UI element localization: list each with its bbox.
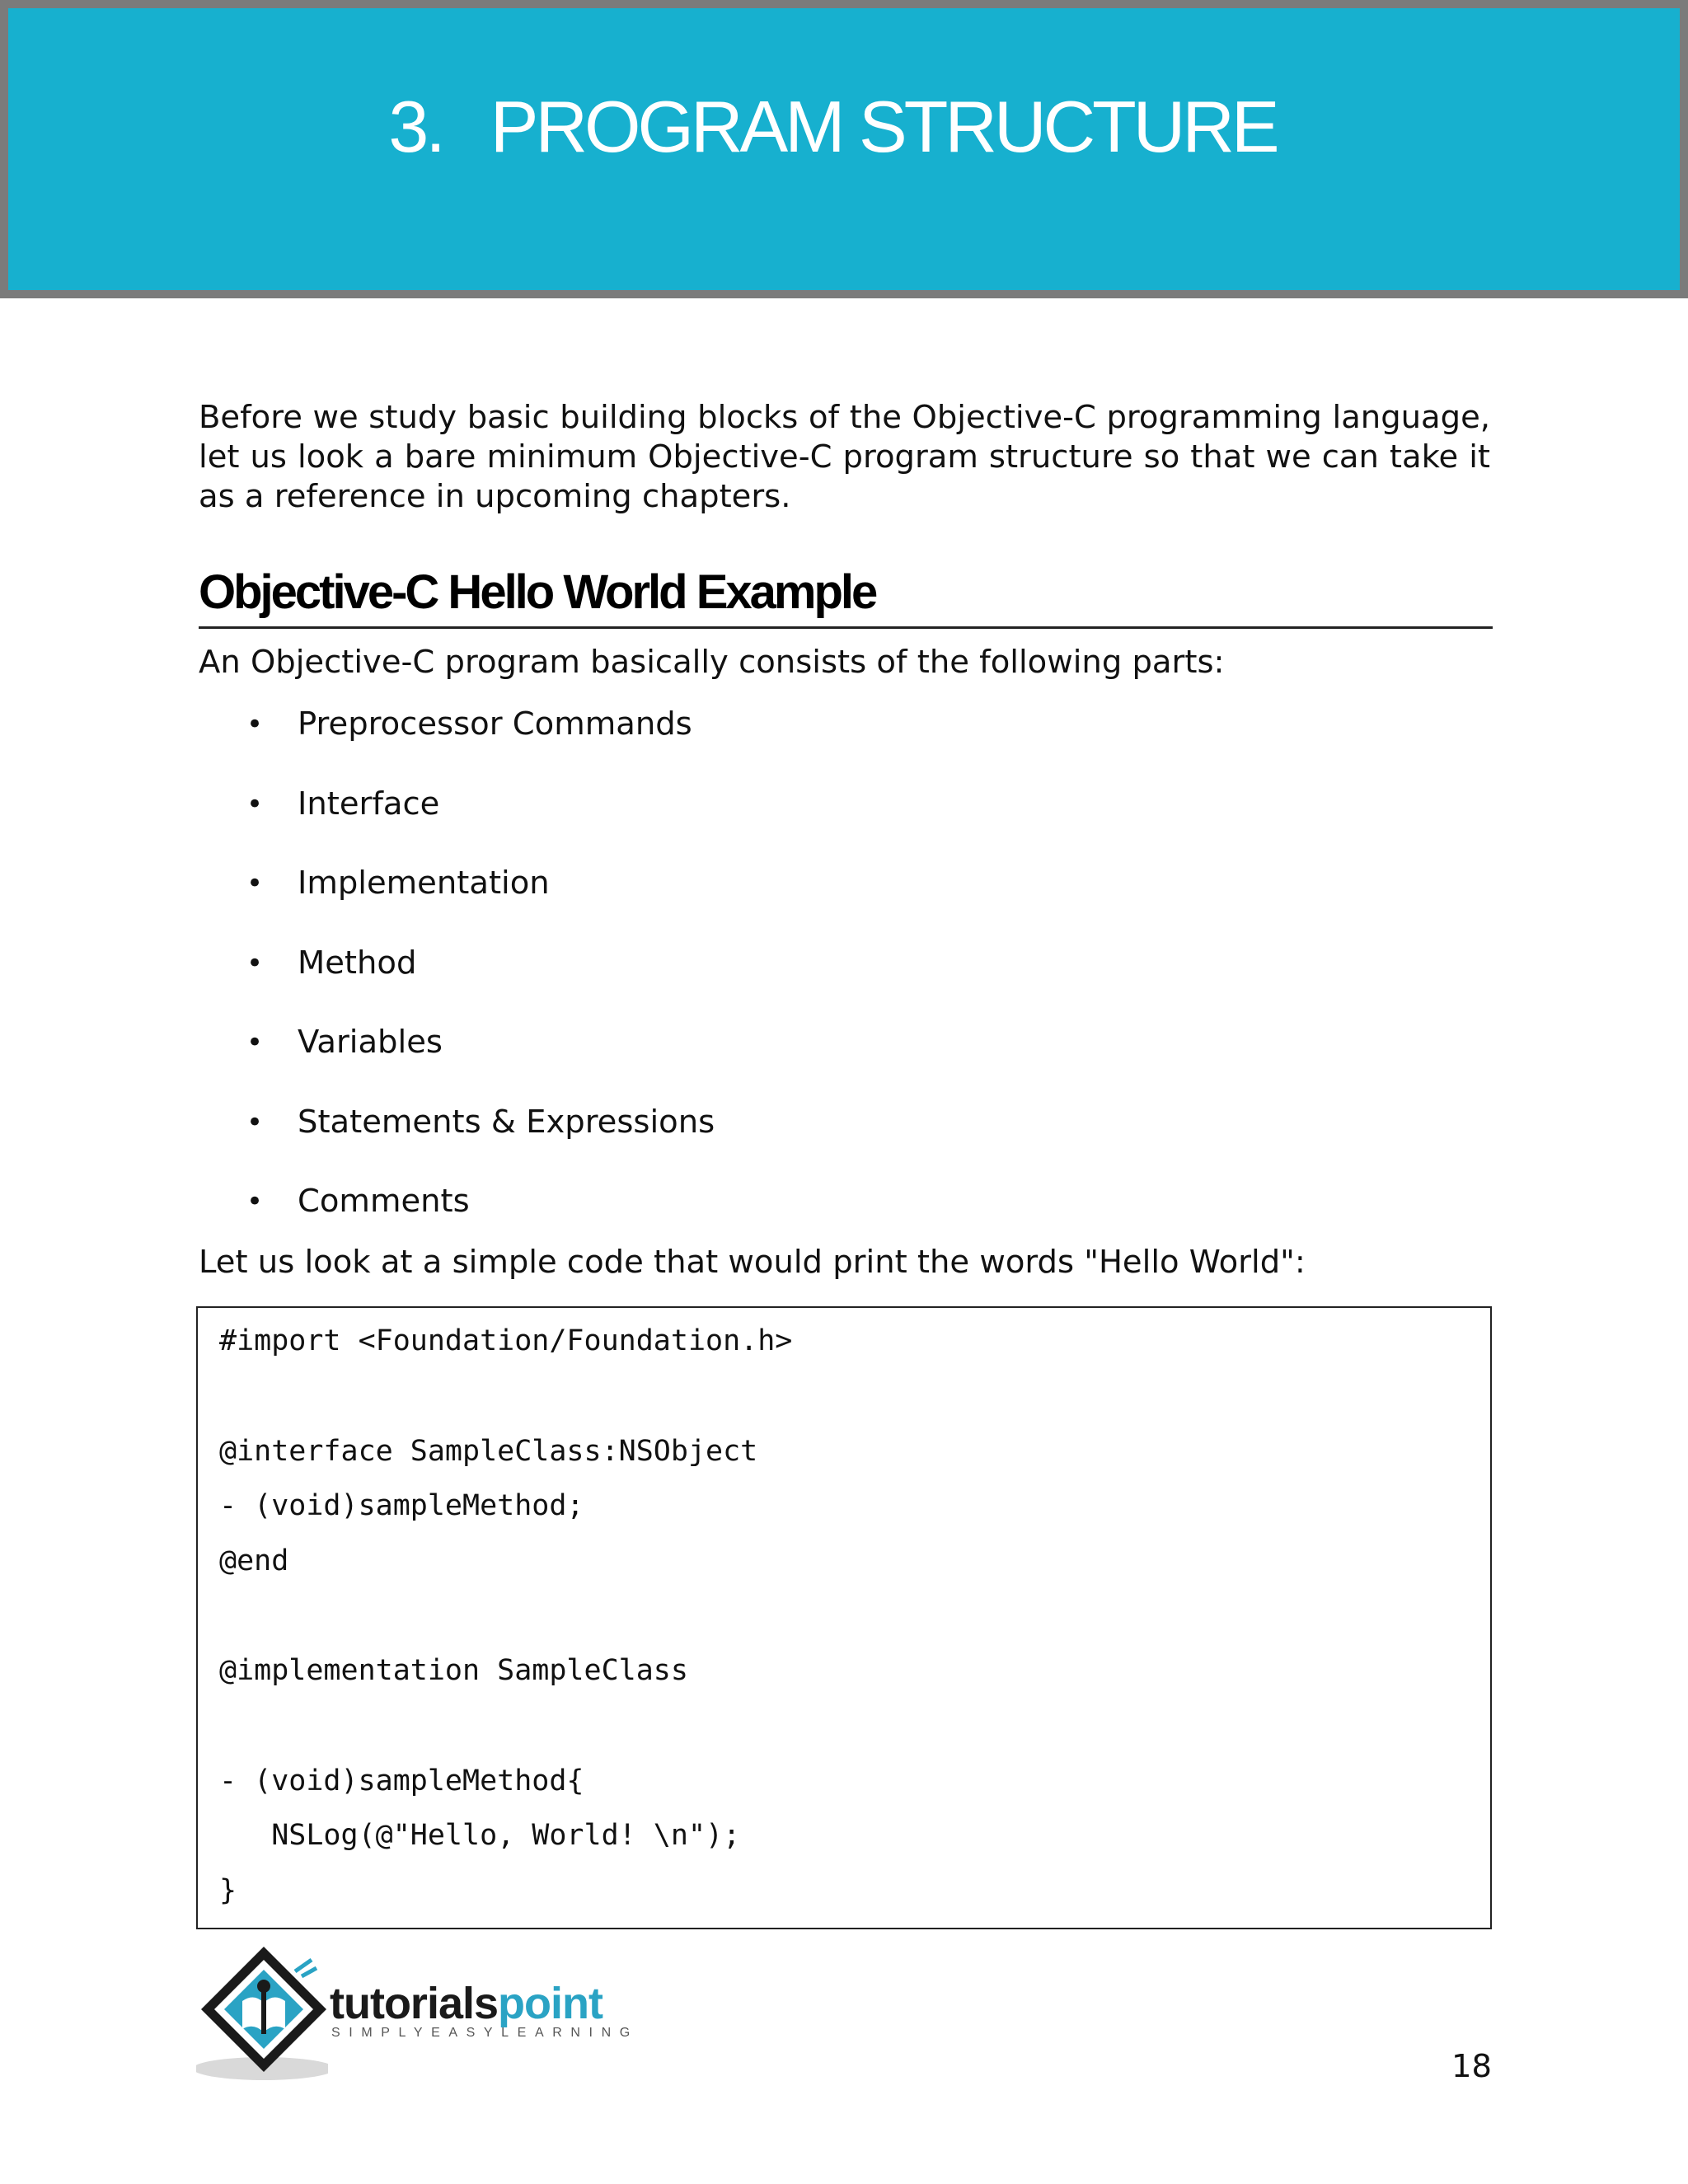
list-item	[199, 864, 1435, 944]
list-item	[199, 785, 1435, 865]
bullet-icon: •	[246, 1026, 264, 1059]
code-line: #import <Foundation/Foundation.h>	[219, 1324, 793, 1357]
tutorialspoint-logo	[196, 1943, 658, 2083]
page-number: 18	[1451, 2048, 1492, 2085]
list-item-text: Preprocessor Commands	[298, 705, 692, 743]
section-lead: An Objective-C program basically consists of the following parts:	[199, 644, 1225, 681]
list-item-text: Comments	[298, 1183, 470, 1220]
list-item	[199, 1023, 1435, 1103]
code-line: NSLog(@"Hello, World! \n");	[219, 1819, 741, 1852]
list-item-text: Method	[298, 944, 417, 982]
code-line: @interface SampleClass:NSObject	[219, 1435, 758, 1468]
list-item-text: Implementation	[298, 865, 550, 902]
logo-word-point: point	[498, 1979, 603, 2028]
chapter-banner	[0, 0, 1688, 298]
logo-tagline: SIMPLYEASYLEARNING	[331, 2026, 639, 2040]
section-heading-text: Objective-C Hello World Example	[199, 565, 876, 619]
chapter-title	[8, 86, 1657, 167]
bullet-icon: •	[246, 708, 264, 741]
code-line: - (void)sampleMethod{	[219, 1765, 584, 1797]
bullet-icon: •	[246, 1185, 264, 1218]
logo-wordmark	[330, 1981, 603, 2026]
logo-word-tutorials: tutorials	[330, 1979, 499, 2028]
code-intro: Let us look at a simple code that would print the words "Hello World":	[199, 1244, 1306, 1281]
section-heading	[199, 565, 1493, 629]
list-item-text: Variables	[298, 1024, 443, 1061]
code-line: }	[219, 1874, 237, 1907]
parts-list	[199, 705, 1435, 1262]
bullet-icon: •	[246, 867, 264, 900]
list-item	[199, 944, 1435, 1024]
chapter-number: 3.	[388, 86, 443, 167]
list-item-text: Interface	[298, 785, 440, 823]
list-item	[199, 705, 1435, 785]
chapter-title-text: PROGRAM STRUCTURE	[490, 86, 1277, 167]
code-line: @end	[219, 1544, 289, 1577]
code-block	[196, 1306, 1492, 1929]
list-item-text: Statements & Expressions	[298, 1103, 715, 1141]
logo-emblem-icon	[196, 1943, 328, 2083]
bullet-icon: •	[246, 787, 264, 821]
bullet-icon: •	[246, 946, 264, 980]
code-line: - (void)sampleMethod;	[219, 1489, 584, 1522]
code-line: @implementation SampleClass	[219, 1654, 688, 1687]
list-item	[199, 1103, 1435, 1183]
bullet-icon: •	[246, 1105, 264, 1139]
intro-paragraph: Before we study basic building blocks of the Objective-C programming language, let us look a bare minimum Objective-C program structure so that we can take it as a reference in upcoming chapters.	[199, 399, 1490, 515]
